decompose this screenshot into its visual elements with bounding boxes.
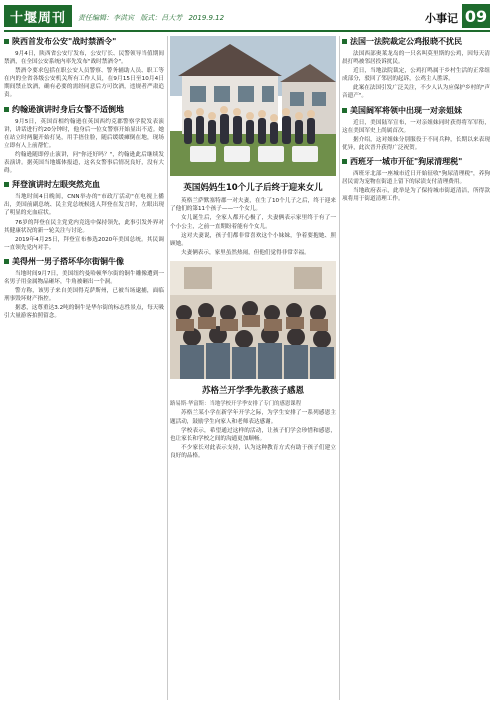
- bullet-square-icon: [4, 39, 9, 44]
- column-divider: [339, 36, 340, 700]
- headline: 拜登演讲时左眼突然充血: [4, 179, 164, 190]
- paragraph: 约翰逊随即停止演讲，问"你还好吗？"，约翰逊此后继续发表演讲。据英国当地媒体报道，这名女警事后情况良好，没有大碍。: [4, 151, 164, 175]
- paragraph: 当地政府表示，此举是为了保持城市街道清洁，所得款项将用于街道清理工作。: [342, 188, 490, 203]
- column-divider: [167, 36, 168, 700]
- paragraph: 据悉，这尊重达3.2吨的铜牛是华尔街的标志性景点，每天吸引大量游客拍照留念。: [4, 305, 164, 320]
- paragraph: 夫妻俩表示，家里虽然热闹，但他们觉得非常幸福。: [181, 250, 310, 257]
- designer-credit: 版式：吕大芳: [140, 14, 183, 22]
- paragraph: 不少家长对此表示支持，认为这种教育方式有助于孩子们建立良好的品格。: [170, 445, 336, 460]
- paragraph: 警方称，该男子来自美国得克萨斯州，已被当场逮捕，面临刑事毁坏财产指控。: [4, 288, 164, 303]
- article-johnson: [4, 104, 164, 176]
- article-wallstreet-bull: [4, 256, 164, 321]
- bullet-square-icon: [342, 108, 347, 113]
- photo-credit: 路易斯·华富斯：当地学校开学季安排了专门的感恩课程: [170, 401, 302, 408]
- editor-credit: 责任编辑：李洪宾: [78, 14, 134, 22]
- article-dog-tax: [342, 156, 490, 203]
- paragraph: 苏格兰某小学在新学年开学之际，为学生安排了一系列感恩主题活动，鼓励学生向家人和老师表达感谢。: [170, 410, 336, 425]
- paragraph: 76岁的拜登在民主党党内竞选中保持领先，此事引发外界对其健康状况的新一轮关注与讨论。: [4, 219, 164, 234]
- issue-date: 2019.9.12: [188, 14, 225, 22]
- classroom-photo: [170, 261, 336, 379]
- article-rooster: [342, 36, 490, 101]
- article-biden: [4, 179, 164, 252]
- paragraph: 西班牙北部一座城市近日开始征收"狗尿清理税"，养狗居民需为宠物在街道上留下的尿渍支付清理费用。: [342, 170, 490, 186]
- headline: 陕西首发布公安"战时禁酒令": [4, 36, 164, 47]
- classroom-image: [170, 261, 336, 379]
- paragraph: 2019年4月25日，拜登宣布参选2020年美国总统。其民调一直领先党内对手。: [4, 236, 164, 251]
- paragraph: 禁酒令要求包括在职公安人员警察、警务辅助人员、职工等在内的全省各级公安机关所有工作人员，在9月15日至10月4日期间禁止饮酒，确有必要的需经同意后方可饮酒，违规者严肃追责。: [4, 68, 164, 99]
- headline: 美国阔军将领中出现一对亲姐妹: [342, 105, 490, 116]
- headline: 美得州一男子搭坏华尔街铜牛像: [4, 256, 164, 267]
- paragraph: 据介绍，这对姐妹分别服役于不同兵种，长期以来表现优异，此次晋升获得广泛祝贺。: [342, 136, 490, 151]
- publication-logo: 十堰周刊: [4, 5, 72, 27]
- family-photo: [170, 36, 336, 176]
- paragraph: 女儿诞生后，全家人都开心极了，夫妻俩表示家里终于有了一个小公主，之前一直期盼着能有个女儿。: [170, 215, 336, 230]
- paragraph: 9月5日，英国首相约翰逊在英国西约克郡警察学院发表演讲，讲话进行约20分钟时，他身后一位女警察开始显出不适。她在站立时两腿开始打晃，用手捂住脸，随后缓缓瘫倒在地，现场立即有人上前帮忙。: [4, 118, 164, 149]
- paragraph: 当地时间9月7日，美国纽约曼哈顿华尔街的铜牛雕像遭到一名男子用金属物品砸坏，牛角被砸出一个洞。: [4, 270, 164, 285]
- left-column: [4, 36, 164, 700]
- section-title: 小事记: [425, 12, 458, 25]
- page-header: [0, 0, 494, 30]
- bullet-square-icon: [4, 259, 9, 264]
- paragraph: 此案在法国引发广泛关注，不少人认为应保护乡村的"声音遗产"。: [342, 85, 490, 100]
- headline: 法国一法院裁定公鸡报晓不扰民: [342, 36, 490, 47]
- page-number: 09: [462, 4, 490, 28]
- middle-column: [170, 36, 336, 700]
- paragraph: 近日，美国陆军宣布，一对亲姐妹同时获得将军军衔，这在美国军史上尚属首次。: [342, 119, 490, 134]
- right-column: [342, 36, 490, 700]
- paragraph: 学校表示，希望通过这样的活动，让孩子们学会珍惜和感恩，也让家长和学校之间的沟通更加顺畅。: [170, 427, 336, 443]
- paragraph: 这对夫妻说，孩子们都非常喜欢这个小妹妹，争着要抱她、照顾她。: [170, 232, 336, 248]
- headline-daughter: 英国妈妈生10个儿子后终于迎来女儿: [183, 183, 323, 193]
- paragraph: 当地时间4日晚间，CNN举办的"市政厅活动"在电视上播出，美国前副总统、民主党总统候选人拜登在发言时，左眼出现了明显的充血症状。: [4, 194, 164, 217]
- bullet-square-icon: [342, 159, 347, 164]
- editor-meta: [78, 13, 228, 23]
- bullet-square-icon: [4, 107, 9, 112]
- header-rule: [4, 30, 490, 32]
- article-shaanxi: [4, 36, 164, 100]
- paragraph: 英格兰萨默塞特郡一对夫妻，在生了10个儿子之后，终于迎来了他们的第11个孩子——一个女儿。: [170, 198, 336, 213]
- headline: 西班牙一城市开征"狗尿清理税": [342, 156, 490, 167]
- paragraph: 近日，当地法院裁定，公鸡打鸣属于乡村生活的正常组成部分，驳回了邻居的起诉，公鸡主人胜诉。: [342, 68, 490, 83]
- bullet-square-icon: [342, 39, 347, 44]
- paragraph: 9月4日，陕西省公安厅发布，公安厅长、民警领导当值期间禁酒，在全国公安系统内率先发布"战时禁酒令"。: [4, 51, 164, 66]
- headline-school: 苏格兰开学季先教孩子感恩: [201, 386, 304, 397]
- headline: 约翰逊演讲时身后女警不适倒地: [4, 104, 164, 115]
- family-house-image: [170, 36, 336, 176]
- paragraph: 法国西部奥莱龙岛的一只名叫莫里斯的公鸡，因每天清晨打鸣被邻居投诉扰民。: [342, 51, 490, 66]
- bullet-square-icon: [4, 182, 9, 187]
- article-sister-generals: [342, 105, 490, 152]
